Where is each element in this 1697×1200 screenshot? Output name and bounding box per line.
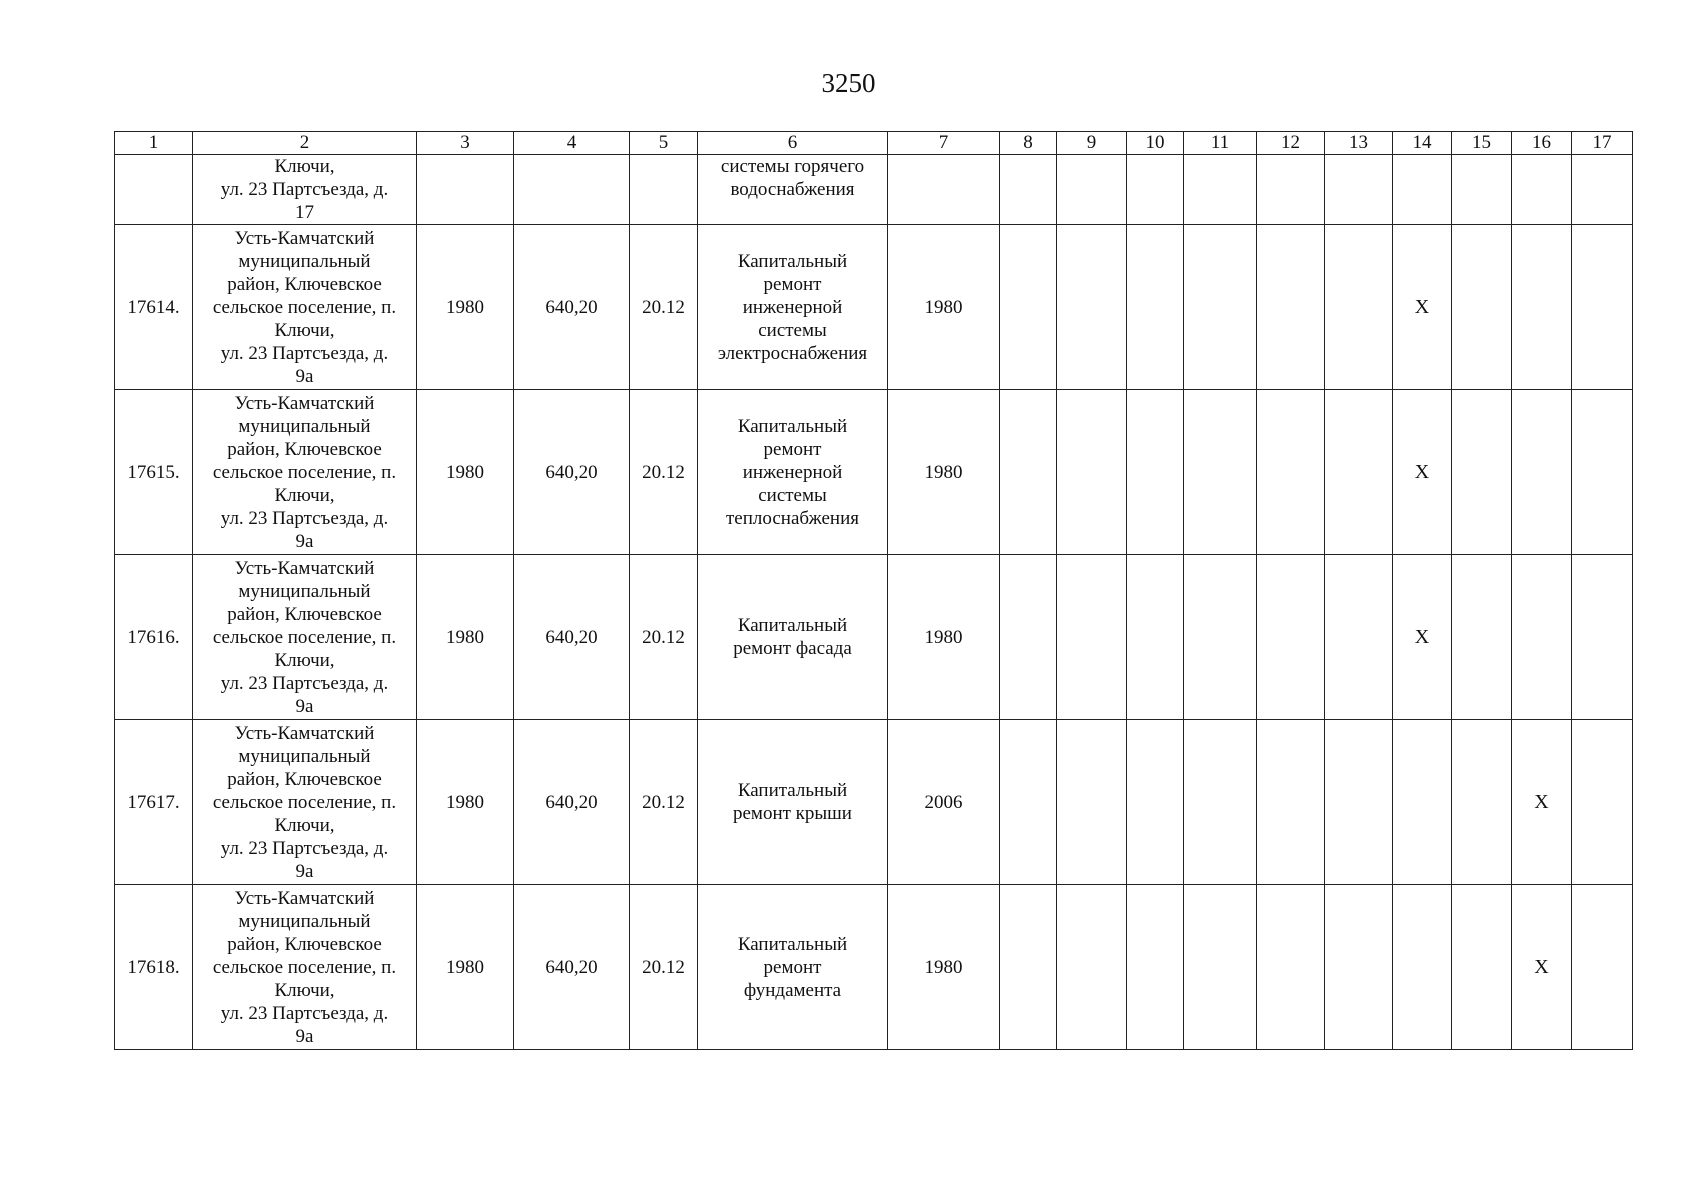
cell-c15 <box>1452 555 1512 720</box>
cell-c11 <box>1184 225 1257 390</box>
cell-c17 <box>1572 390 1633 555</box>
cell-text-line: Ключи, <box>274 649 335 671</box>
cell-text-line: муниципальный <box>238 415 371 437</box>
cell-c13 <box>1325 720 1393 885</box>
cell-c12 <box>1257 885 1325 1050</box>
table-row <box>115 225 1633 390</box>
cell-text-line: Усть-Камчатский <box>234 722 375 744</box>
column-number-14: 14 <box>1393 132 1452 155</box>
cell-text-line: системы <box>758 484 827 506</box>
column-number-15: 15 <box>1452 132 1512 155</box>
cell-c16 <box>1512 155 1572 225</box>
cell-code: 20.12 <box>630 225 698 390</box>
column-number-10: 10 <box>1127 132 1184 155</box>
table-row <box>115 155 1633 225</box>
column-number-16: 16 <box>1512 132 1572 155</box>
column-number-1: 1 <box>115 132 193 155</box>
cell-text-line: сельское поселение, п. <box>212 626 397 648</box>
cell-c10 <box>1127 390 1184 555</box>
cell-c17 <box>1572 225 1633 390</box>
cell-year-built: 1980 <box>417 720 514 885</box>
column-number-8: 8 <box>1000 132 1057 155</box>
cell-num: 17616. <box>115 555 193 720</box>
cell-text-line: Ключи, <box>274 814 335 836</box>
cell-text-line: ул. 23 Партсъезда, д. <box>220 507 389 529</box>
cell-c10 <box>1127 155 1184 225</box>
cell-text-line: Ключи, <box>274 979 335 1001</box>
cell-c12 <box>1257 720 1325 885</box>
cell-text-line: сельское поселение, п. <box>212 791 397 813</box>
column-number-3: 3 <box>417 132 514 155</box>
cell-text-line: сельское поселение, п. <box>212 461 397 483</box>
cell-c14: X <box>1393 555 1452 720</box>
cell-text-line: сельское поселение, п. <box>212 956 397 978</box>
cell-year-repair: 1980 <box>888 555 1000 720</box>
cell-c8 <box>1000 720 1057 885</box>
cell-text-line: район, Ключевское <box>227 933 382 955</box>
cell-text-line: инженерной <box>742 461 843 483</box>
cell-text-line: ул. 23 Партсъезда, д. <box>220 1002 389 1024</box>
cell-year-repair <box>888 155 1000 225</box>
cell-code: 20.12 <box>630 390 698 555</box>
cell-text-line: Капитальный <box>737 415 848 437</box>
cell-text-line: муниципальный <box>238 745 371 767</box>
cell-year-built: 1980 <box>417 885 514 1050</box>
cell-c10 <box>1127 555 1184 720</box>
cell-c14 <box>1393 885 1452 1050</box>
cell-c11 <box>1184 390 1257 555</box>
cell-work-type <box>698 390 888 555</box>
cell-text-line: Ключи, <box>274 484 335 506</box>
cell-work-type <box>698 225 888 390</box>
cell-address <box>193 390 417 555</box>
column-number-12: 12 <box>1257 132 1325 155</box>
cell-address <box>193 225 417 390</box>
cell-c10 <box>1127 885 1184 1050</box>
cell-text-line: фундамента <box>743 979 842 1001</box>
cell-c9 <box>1057 885 1127 1050</box>
column-number-17: 17 <box>1572 132 1633 155</box>
cell-text-line: Ключи, <box>274 156 335 177</box>
cell-c15 <box>1452 390 1512 555</box>
cell-c15 <box>1452 885 1512 1050</box>
cell-text-line: ремонт фасада <box>733 638 852 659</box>
cell-c12 <box>1257 225 1325 390</box>
column-number-4: 4 <box>514 132 630 155</box>
cell-text-line: район, Ключевское <box>227 603 382 625</box>
cell-c17 <box>1572 885 1633 1050</box>
cell-text-line: Ключи, <box>274 319 335 341</box>
cell-c17 <box>1572 720 1633 885</box>
table-row <box>115 720 1633 885</box>
cell-c11 <box>1184 885 1257 1050</box>
cell-year-repair: 2006 <box>888 720 1000 885</box>
cell-c14: X <box>1393 225 1452 390</box>
cell-c16: X <box>1512 885 1572 1050</box>
cell-c14: X <box>1393 390 1452 555</box>
cell-work-type <box>698 885 888 1050</box>
cell-c8 <box>1000 885 1057 1050</box>
cell-c16 <box>1512 225 1572 390</box>
cell-text-line: муниципальный <box>238 250 371 272</box>
cell-text-line: муниципальный <box>238 580 371 602</box>
cell-text-line: Капитальный <box>737 780 848 801</box>
cell-num: 17618. <box>115 885 193 1050</box>
cell-year-repair: 1980 <box>888 225 1000 390</box>
cell-year-built <box>417 155 514 225</box>
cell-text-line: район, Ключевское <box>227 768 382 790</box>
column-number-row <box>115 132 1633 155</box>
cell-text-line: муниципальный <box>238 910 371 932</box>
cell-text-line: район, Ключевское <box>227 273 382 295</box>
cell-text-line: Капитальный <box>737 250 848 272</box>
cell-num: 17614. <box>115 225 193 390</box>
cell-num <box>115 155 193 225</box>
column-number-2: 2 <box>193 132 417 155</box>
cell-c13 <box>1325 390 1393 555</box>
cell-c14 <box>1393 720 1452 885</box>
cell-c16 <box>1512 390 1572 555</box>
cell-text-line: ремонт крыши <box>733 803 852 824</box>
cell-c16: X <box>1512 720 1572 885</box>
cell-c16 <box>1512 555 1572 720</box>
cell-num: 17617. <box>115 720 193 885</box>
cell-text-line: ремонт <box>763 956 822 978</box>
cell-address <box>193 720 417 885</box>
cell-text-line: 9а <box>295 1025 314 1047</box>
cell-c15 <box>1452 155 1512 225</box>
cell-c9 <box>1057 555 1127 720</box>
cell-code: 20.12 <box>630 555 698 720</box>
cell-year-repair: 1980 <box>888 885 1000 1050</box>
cell-c9 <box>1057 155 1127 225</box>
column-number-9: 9 <box>1057 132 1127 155</box>
cell-text-line: ремонт <box>763 438 822 460</box>
cell-text-line: инженерной <box>742 296 843 318</box>
cell-text-line: ул. 23 Партсъезда, д. <box>220 672 389 694</box>
cell-year-built: 1980 <box>417 555 514 720</box>
cell-c8 <box>1000 225 1057 390</box>
cell-c8 <box>1000 555 1057 720</box>
cell-year-built: 1980 <box>417 390 514 555</box>
cell-text-line: сельское поселение, п. <box>212 296 397 318</box>
cell-area <box>514 155 630 225</box>
cell-text-line: Усть-Камчатский <box>234 557 375 579</box>
cell-c8 <box>1000 155 1057 225</box>
cell-c13 <box>1325 885 1393 1050</box>
column-number-13: 13 <box>1325 132 1393 155</box>
page-number: 3250 <box>821 68 876 98</box>
table-row <box>115 885 1633 1050</box>
cell-text-line: Капитальный <box>737 933 848 955</box>
cell-c12 <box>1257 555 1325 720</box>
cell-text-line: Капитальный <box>737 615 848 636</box>
column-number-6: 6 <box>698 132 888 155</box>
cell-text-line: системы <box>758 319 827 341</box>
cell-text-line: 9а <box>295 860 314 882</box>
cell-address <box>193 555 417 720</box>
capital-repair-table <box>114 131 1633 1050</box>
cell-c11 <box>1184 720 1257 885</box>
cell-c13 <box>1325 155 1393 225</box>
cell-area: 640,20 <box>514 885 630 1050</box>
cell-c8 <box>1000 390 1057 555</box>
cell-c10 <box>1127 720 1184 885</box>
table-row <box>115 390 1633 555</box>
cell-c9 <box>1057 720 1127 885</box>
cell-area: 640,20 <box>514 720 630 885</box>
cell-area: 640,20 <box>514 225 630 390</box>
cell-c9 <box>1057 225 1127 390</box>
cell-area: 640,20 <box>514 390 630 555</box>
cell-text-line: 9а <box>295 530 314 552</box>
cell-text-line: ремонт <box>763 273 822 295</box>
cell-text-line: ул. 23 Партсъезда, д. <box>220 342 389 364</box>
column-number-7: 7 <box>888 132 1000 155</box>
cell-c11 <box>1184 555 1257 720</box>
cell-year-built: 1980 <box>417 225 514 390</box>
cell-text-line: Усть-Камчатский <box>234 392 375 414</box>
cell-code: 20.12 <box>630 720 698 885</box>
cell-c17 <box>1572 155 1633 225</box>
column-number-5: 5 <box>630 132 698 155</box>
cell-text-line: 17 <box>295 202 314 223</box>
cell-c13 <box>1325 555 1393 720</box>
cell-address <box>193 155 417 225</box>
cell-work-type <box>698 720 888 885</box>
column-number-11: 11 <box>1184 132 1257 155</box>
cell-text-line: 9а <box>295 365 314 387</box>
cell-c9 <box>1057 390 1127 555</box>
cell-code <box>630 155 698 225</box>
cell-work-type <box>698 155 888 225</box>
cell-address <box>193 885 417 1050</box>
cell-area: 640,20 <box>514 555 630 720</box>
cell-c12 <box>1257 390 1325 555</box>
cell-text-line: 9а <box>295 695 314 717</box>
cell-code: 20.12 <box>630 885 698 1050</box>
cell-text-line: Усть-Камчатский <box>234 227 375 249</box>
cell-text-line: системы горячего <box>720 156 865 177</box>
cell-c15 <box>1452 720 1512 885</box>
cell-num: 17615. <box>115 390 193 555</box>
cell-text-line: Усть-Камчатский <box>234 887 375 909</box>
cell-c17 <box>1572 555 1633 720</box>
cell-c11 <box>1184 155 1257 225</box>
cell-c14 <box>1393 155 1452 225</box>
cell-text-line: водоснабжения <box>730 179 855 200</box>
cell-text-line: район, Ключевское <box>227 438 382 460</box>
cell-c12 <box>1257 155 1325 225</box>
cell-text-line: ул. 23 Партсъезда, д. <box>220 179 389 200</box>
cell-text-line: электроснабжения <box>717 342 868 364</box>
cell-c13 <box>1325 225 1393 390</box>
cell-c15 <box>1452 225 1512 390</box>
table-row <box>115 555 1633 720</box>
cell-text-line: теплоснабжения <box>726 507 859 529</box>
cell-c10 <box>1127 225 1184 390</box>
cell-text-line: ул. 23 Партсъезда, д. <box>220 837 389 859</box>
cell-year-repair: 1980 <box>888 390 1000 555</box>
cell-work-type <box>698 555 888 720</box>
